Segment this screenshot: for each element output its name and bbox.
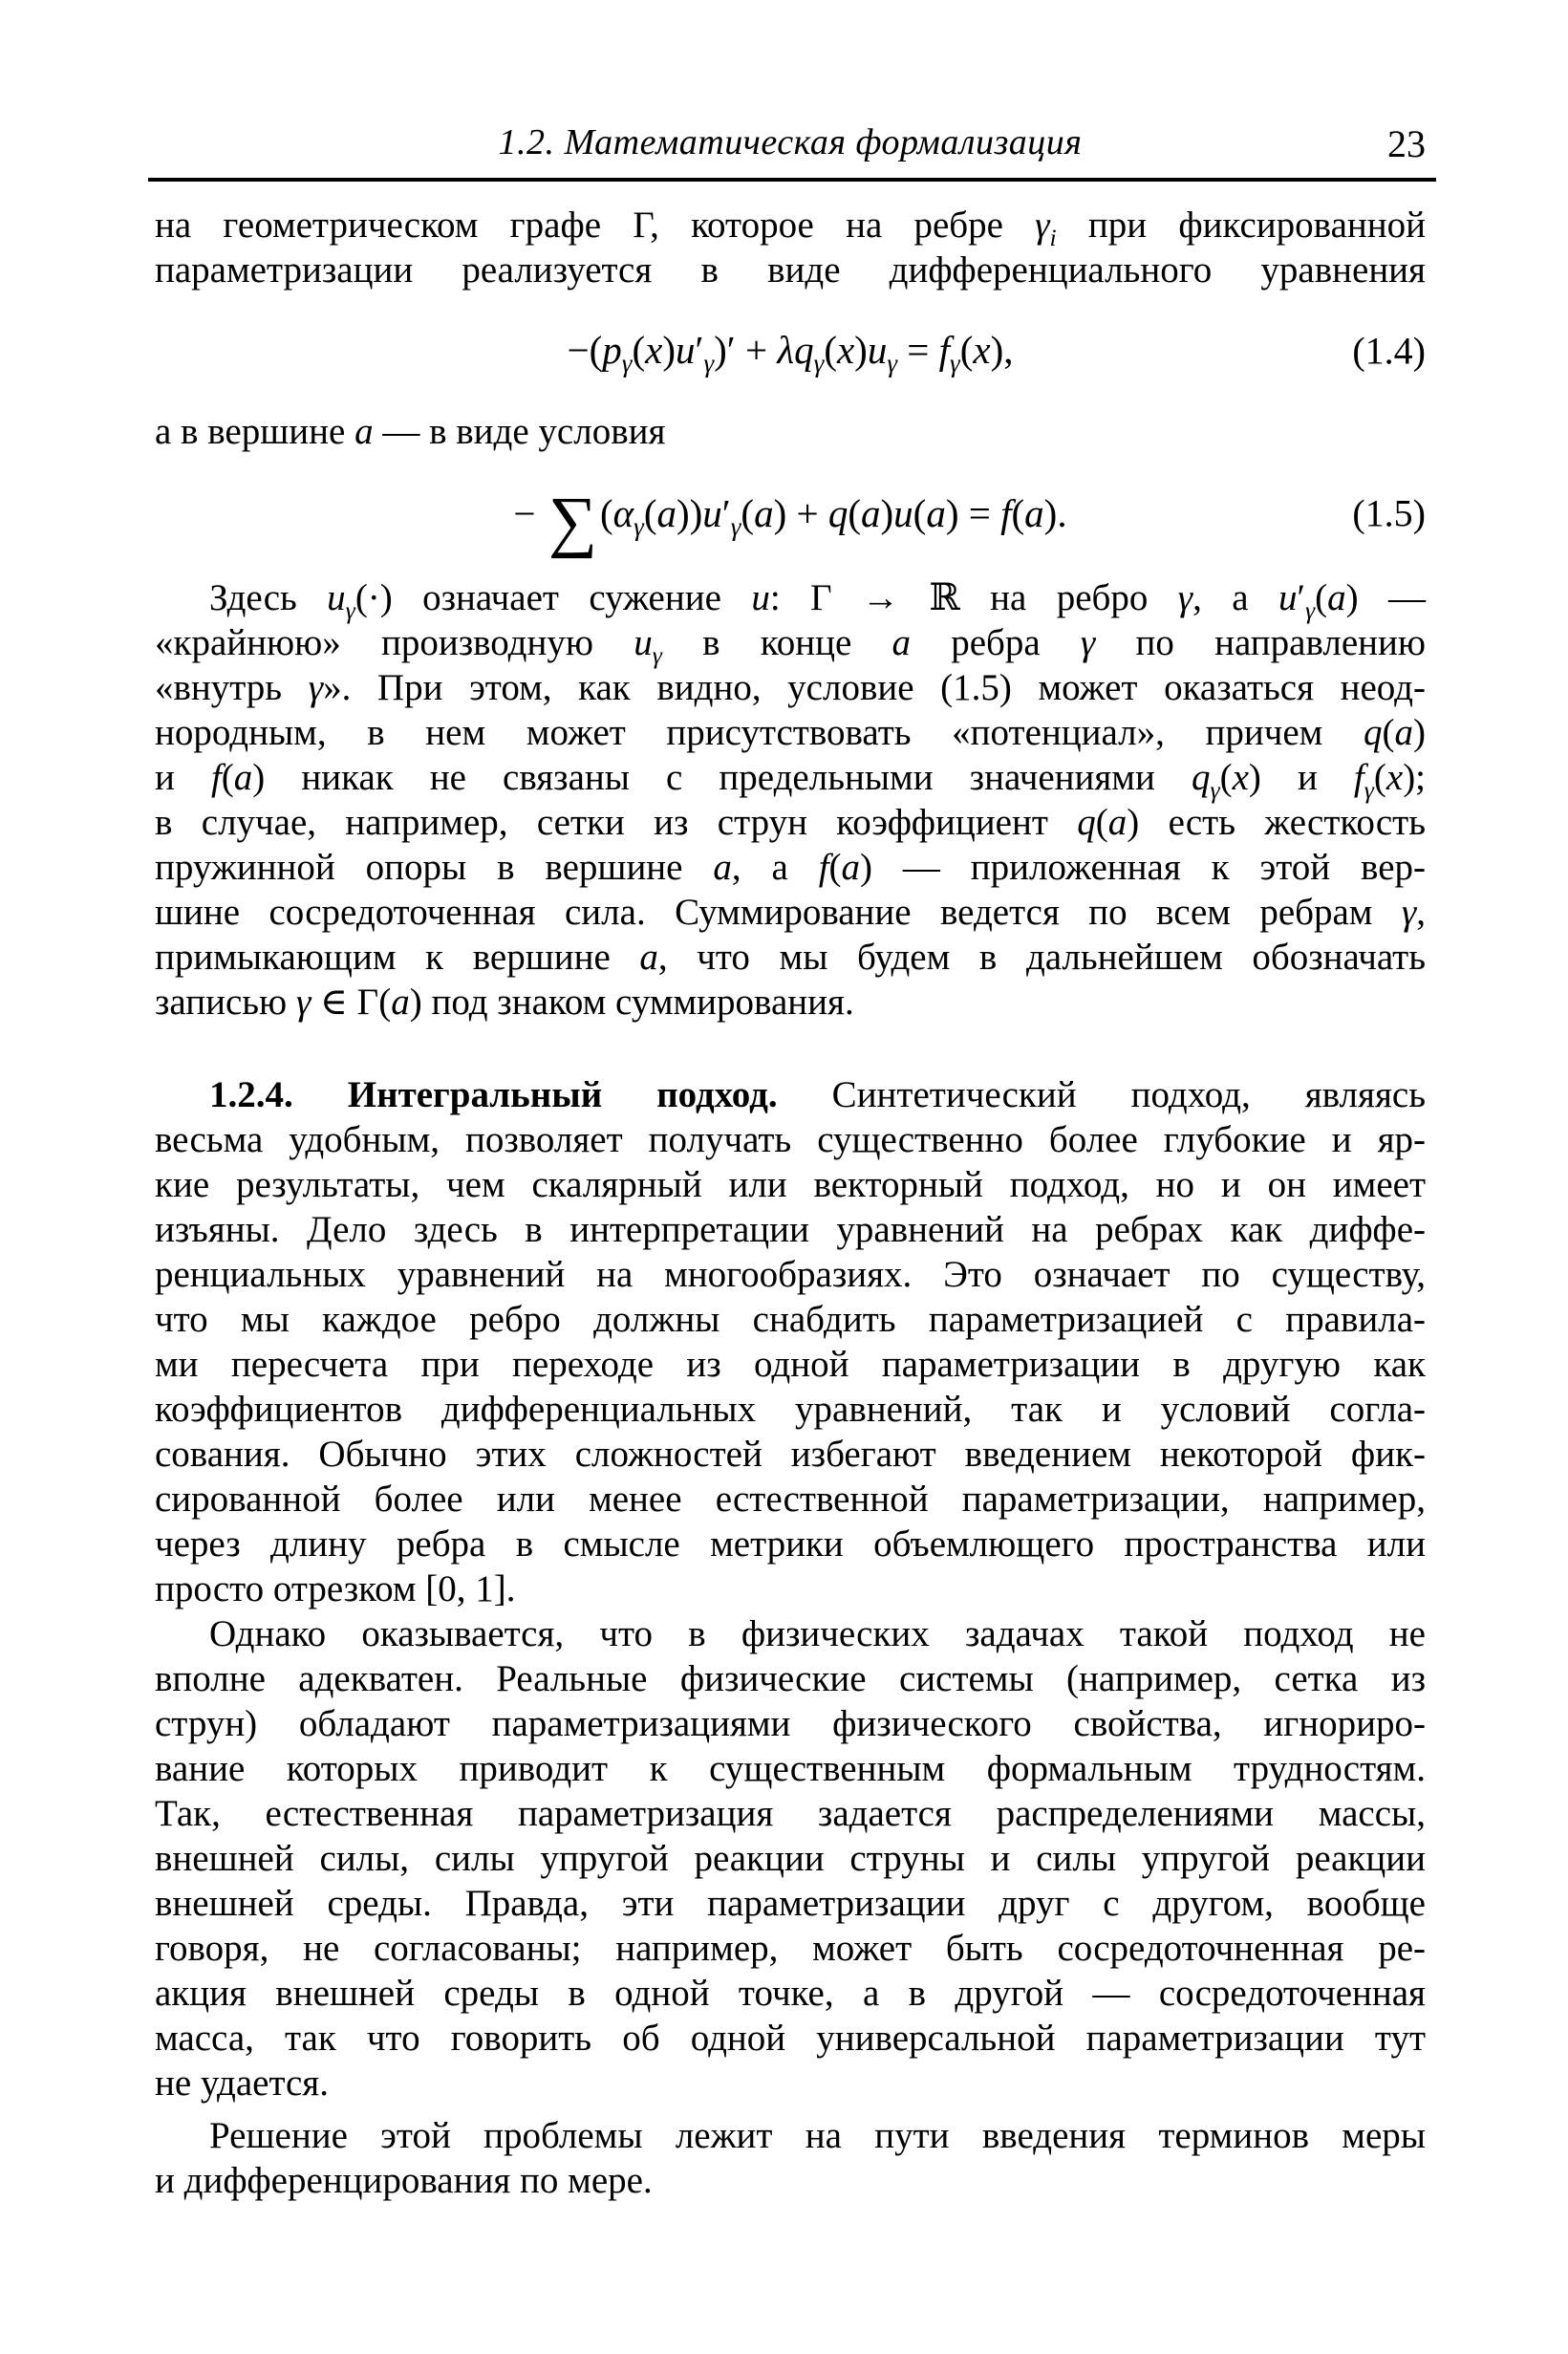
equation-1-5 bbox=[155, 483, 1426, 560]
text-line: просто отрезком [0, 1]. bbox=[155, 1568, 516, 1609]
text-line: записью γ ∈ Γ(a) под знаком суммирования. bbox=[155, 982, 854, 1023]
text-line: струн) обладают параметризациями физического свойства, игнориро- bbox=[155, 1703, 1426, 1744]
equation-formula: $-(p_\gamma(x)u'_\gamma)' + \lambda q_\gamma(x)u_\gamma = f_\gamma(x)$, bbox=[567, 328, 1014, 378]
text-line: шине сосредоточенная сила. Суммирование ведется по всем ребрам γ, bbox=[155, 892, 1426, 933]
equation-number: (1.5) bbox=[1352, 491, 1426, 535]
text-line: сования. Обычно этих сложностей избегают введением некоторой фик- bbox=[155, 1434, 1426, 1475]
text-line: весьма удобным, позволяет получать существенно более глубокие и яр- bbox=[155, 1119, 1426, 1160]
equation-formula: − $\sum(\alpha_\gamma(a))u'_\gamma(a) + q(a)u(a) = f(a)$. bbox=[513, 483, 1067, 560]
text-line: коэффициентов дифференциальных уравнений, так и условий согла- bbox=[155, 1389, 1426, 1430]
paragraph-explanation bbox=[155, 575, 1426, 1025]
equation-1-4 bbox=[155, 321, 1426, 380]
text-line: Однако оказывается, что в физических задачах такой подход не bbox=[209, 1613, 1426, 1654]
text-line: 1.2.4. Интегральный подход. Синтетический подход, являясь bbox=[209, 1074, 1426, 1115]
text-line: что мы каждое ребро должны снабдить параметризацией с правила- bbox=[155, 1299, 1426, 1340]
running-title: 1.2. Математическая формализация bbox=[498, 122, 1083, 162]
text-line: кие результаты, чем скалярный или векторный подход, но и он имеет bbox=[155, 1164, 1426, 1205]
paragraph-vertex-condition bbox=[155, 409, 1426, 454]
text-line: «крайнюю» производную $u_\gamma$ в конце a ребра γ по направлению bbox=[155, 622, 1427, 669]
text-line: Так, естественная параметризация задается распределениями массы, bbox=[155, 1793, 1426, 1834]
text-line: говоря, не согласованы; например, может быть сосредоточненная ре- bbox=[155, 1928, 1426, 1969]
text-line: нородным, в нем может присутствовать «потенциал», причем q(a) bbox=[155, 712, 1426, 753]
text-line: и f(a) никак не связаны с предельными значениями $q_\gamma(x)$ и $f_\gamma(x)$; bbox=[155, 757, 1427, 804]
equation-number: (1.4) bbox=[1352, 329, 1426, 373]
paragraph-intro bbox=[155, 203, 1426, 292]
text-line: пружинной опоры в вершине a, а f(a) — приложенная к этой вер- bbox=[155, 847, 1426, 888]
text-line: изъяны. Дело здесь в интерпретации уравнений на ребрах как диффе- bbox=[155, 1209, 1426, 1250]
text-line: и дифференцирования по мере. bbox=[155, 2160, 653, 2201]
text-line: «внутрь γ». При этом, как видно, условие (1.5) может оказаться неод- bbox=[155, 667, 1427, 708]
text-line: внешней среды. Правда, эти параметризации друг с другом, вообще bbox=[155, 1883, 1426, 1924]
paragraph-section-1-2-4 bbox=[155, 1072, 1426, 1611]
text-line: акция внешней среды в одной точке, а в другой — сосредоточенная bbox=[155, 1973, 1426, 2014]
paragraph-closing bbox=[155, 2113, 1426, 2203]
text-line: ми пересчета при переходе из одной параметризации в другую как bbox=[155, 1344, 1426, 1385]
text-line: в случае, например, сетки из струн коэффициент q(a) есть жесткость bbox=[155, 802, 1426, 843]
text-line: примыкающим к вершине a, что мы будем в дальнейшем обозначать bbox=[155, 937, 1426, 978]
text-line: не удается. bbox=[155, 2062, 329, 2104]
text-line: сированной более или менее естественной параметризации, например, bbox=[155, 1479, 1426, 1520]
text-line: внешней силы, силы упругой реакции струны и силы упругой реакции bbox=[155, 1838, 1426, 1879]
paragraph-physical-systems bbox=[155, 1611, 1426, 2106]
page-header bbox=[155, 120, 1426, 170]
text-line: на геометрическом графе Γ, которое на ребре $\gamma_i$ при фиксированной bbox=[155, 205, 1426, 251]
page-number: 23 bbox=[1387, 122, 1426, 165]
page-content bbox=[155, 203, 1426, 2203]
text-line: ренциальных уравнений на многообразиях. Это означает по существу, bbox=[155, 1254, 1426, 1295]
text-line: вание которых приводит к существенным формальным трудностям. bbox=[155, 1748, 1426, 1789]
header-rule bbox=[148, 178, 1436, 182]
text-line: масса, так что говорить об одной универсальной параметризации тут bbox=[155, 2018, 1426, 2059]
text-line: Решение этой проблемы лежит на пути введения терминов меры bbox=[209, 2115, 1426, 2156]
text-line: Здесь $u_\gamma(\cdot)$ означает сужение u: Γ → ℝ на ребро γ, а $u'_\gamma(a)$ — bbox=[209, 577, 1426, 624]
text-line: через длину ребра в смысле метрики объемлющего пространства или bbox=[155, 1523, 1426, 1565]
text-line: а в вершине a — в виде условия bbox=[155, 410, 666, 452]
text-line: параметризации реализуется в виде дифференциального уравнения bbox=[155, 249, 1426, 291]
text-line: вполне адекватен. Реальные физические системы (например, сетка из bbox=[155, 1658, 1426, 1699]
